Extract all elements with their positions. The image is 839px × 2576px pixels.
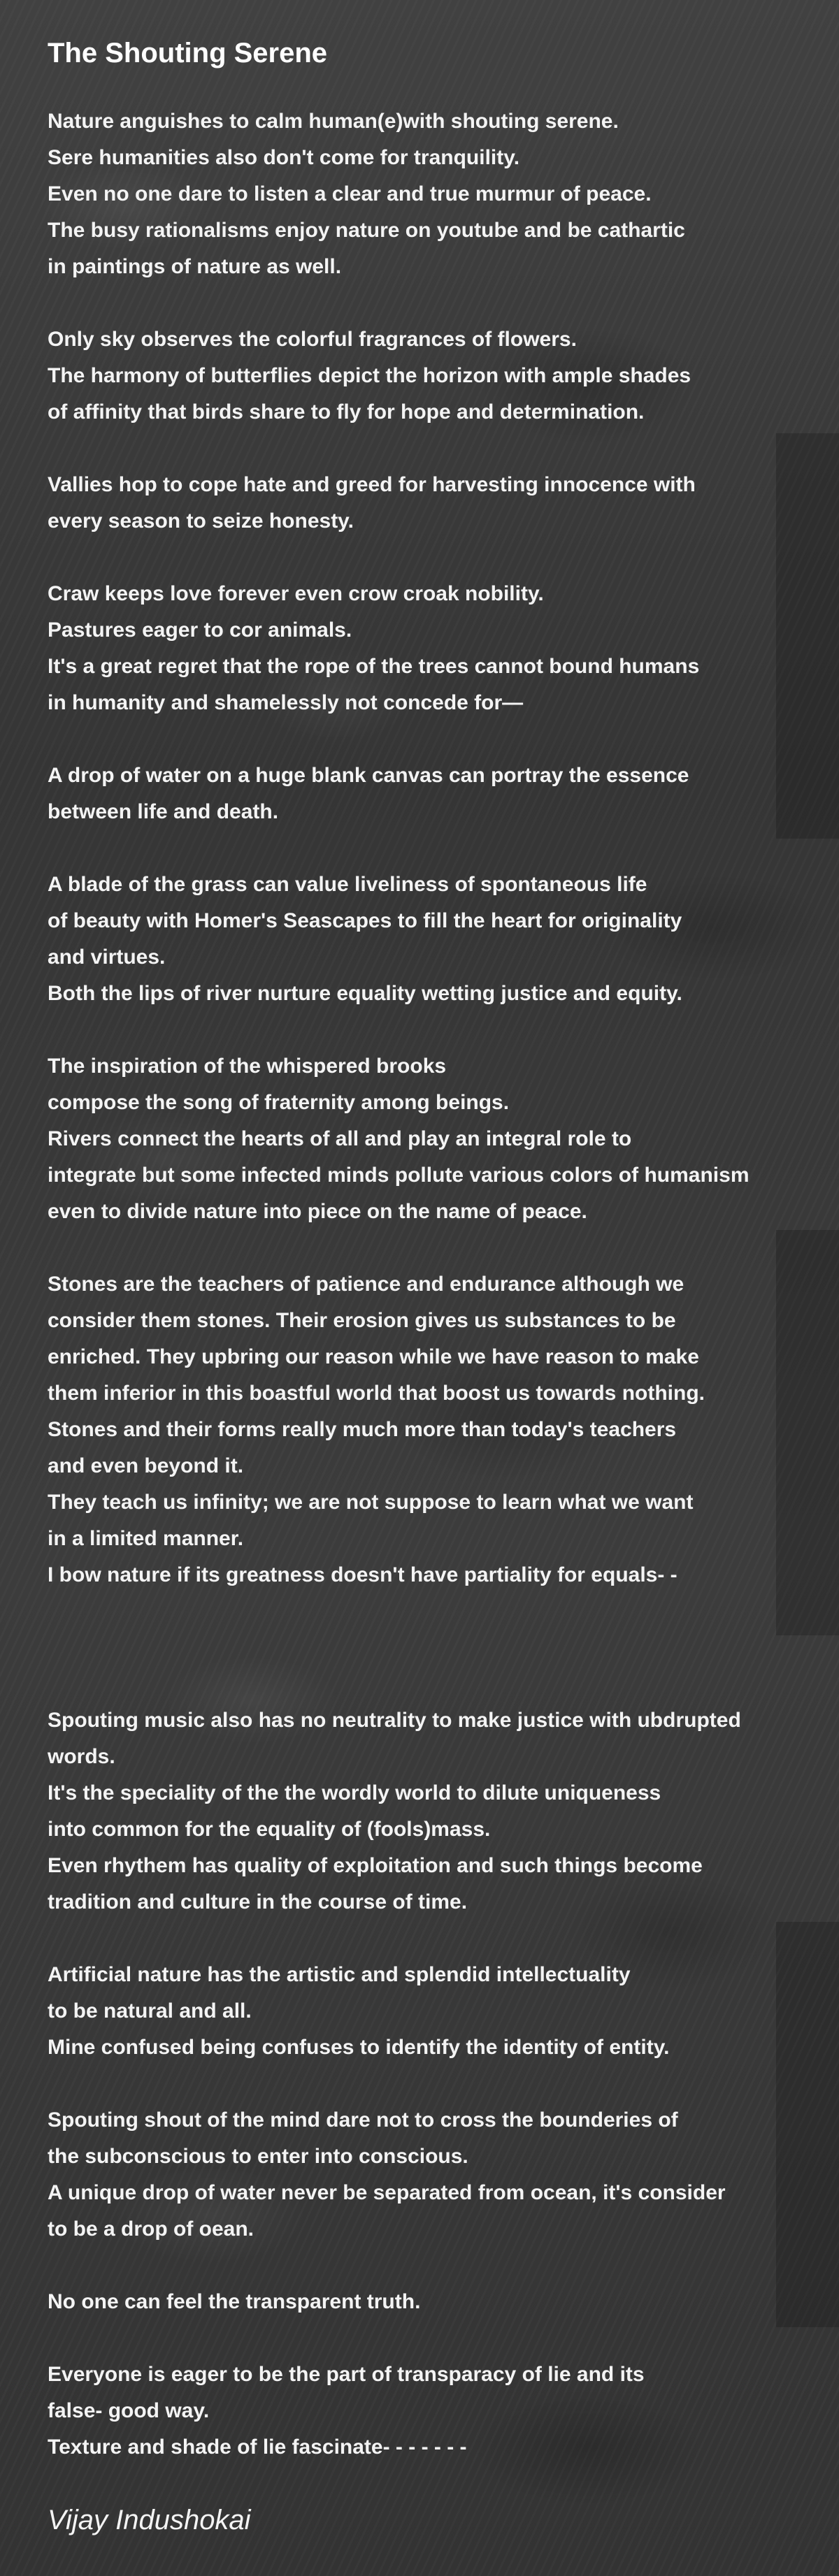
poem-line: Pastures eager to cor animals. — [48, 618, 352, 642]
poem-body — [48, 103, 824, 2502]
poem-line: and even beyond it. — [48, 1454, 244, 1477]
poem-line: to be a drop of oean. — [48, 2217, 254, 2241]
poem-line: of affinity that birds share to fly for hope and determination. — [48, 400, 645, 424]
poem-author[interactable]: Vijay Indushokai — [48, 2505, 251, 2535]
poem-line: Rivers connect the hearts of all and play an integral role to — [48, 1127, 632, 1150]
poem-line: No one can feel the transparent truth. — [48, 2290, 421, 2313]
stanza — [48, 1048, 824, 1230]
poem-line: compose the song of fraternity among beings. — [48, 1091, 510, 1114]
poem-line: Sere humanities also don't come for tranquility. — [48, 146, 520, 169]
stanza — [48, 576, 824, 721]
poem-line: and virtues. — [48, 946, 166, 969]
poem-line: Both the lips of river nurture equality wetting justice and equity. — [48, 982, 682, 1005]
poem-line: I bow nature if its greatness doesn't have partiality for equals- - — [48, 1563, 677, 1586]
poem-line: Craw keeps love forever even crow croak nobility. — [48, 582, 544, 605]
poem-line: Stones are the teachers of patience and endurance although we — [48, 1273, 684, 1296]
stanza — [48, 1266, 824, 1593]
poem-line: A unique drop of water never be separated from ocean, it's consider — [48, 2181, 726, 2204]
poem-line: between life and death. — [48, 800, 279, 823]
poem-line: The harmony of butterflies depict the horizon with ample shades — [48, 364, 691, 387]
poem-line: consider them stones. Their erosion gives us substances to be — [48, 1309, 676, 1332]
poem-line: Even no one dare to listen a clear and true murmur of peace. — [48, 182, 652, 205]
stanza — [48, 1702, 824, 1920]
poem-line: It's a great regret that the rope of the trees cannot bound humans — [48, 655, 700, 678]
poem-line: in humanity and shamelessly not concede for— — [48, 691, 524, 714]
poem-line: Stones and their forms really much more than today's teachers — [48, 1418, 677, 1441]
poem-line: into common for the equality of (fools)mass. — [48, 1818, 491, 1841]
poem-line: It's the speciality of the the wordly world to dilute uniqueness — [48, 1781, 661, 1804]
stanza — [48, 2284, 824, 2320]
poem-line: in a limited manner. — [48, 1527, 244, 1550]
poem-line: Vallies hop to cope hate and greed for harvesting innocence with — [48, 473, 696, 496]
poem-line: tradition and culture in the course of time. — [48, 1890, 468, 1913]
poem-line: every season to seize honesty. — [48, 509, 354, 533]
poem-line: Artificial nature has the artistic and splendid intellectuality — [48, 1963, 631, 1986]
poem-line: the subconscious to enter into conscious. — [48, 2145, 468, 2168]
poem-line: of beauty with Homer's Seascapes to fill the heart for originality — [48, 909, 682, 932]
poem-line: Even rhythem has quality of exploitation and such things become — [48, 1854, 703, 1877]
poem-line: Mine confused being confuses to identify the identity of entity. — [48, 2036, 670, 2059]
poem-line: The inspiration of the whispered brooks — [48, 1055, 447, 1078]
stanza — [48, 2357, 824, 2466]
poem-line: Nature anguishes to calm human(e)with shouting serene. — [48, 110, 619, 133]
poem-line: A blade of the grass can value liveliness of spontaneous life — [48, 873, 647, 896]
poem-title: The Shouting Serene — [48, 38, 328, 68]
poem-line: Spouting music also has no neutrality to make justice with ubdrupted — [48, 1709, 741, 1732]
poem-line: to be natural and all. — [48, 1999, 252, 2023]
poem-line: Only sky observes the colorful fragrances of flowers. — [48, 328, 577, 351]
stanza — [48, 2102, 824, 2248]
poem-line: Spouting shout of the mind dare not to cross the bounderies of — [48, 2108, 678, 2132]
poem-line: integrate but some infected minds pollute various colors of humanism — [48, 1164, 750, 1187]
poem-line: They teach us infinity; we are not suppose to learn what we want — [48, 1491, 694, 1514]
stanza — [48, 321, 824, 430]
poem-line: The busy rationalisms enjoy nature on youtube and be cathartic — [48, 219, 685, 242]
stanza — [48, 467, 824, 540]
stanza — [48, 103, 824, 285]
poem-line: false- good way. — [48, 2399, 210, 2422]
poem-line: even to divide nature into piece on the name of peace. — [48, 1200, 587, 1223]
stanza — [48, 758, 824, 830]
stanza — [48, 867, 824, 1012]
poem-line: Texture and shade of lie fascinate- - - - - - - — [48, 2436, 467, 2459]
poem-line: enriched. They upbring our reason while we have reason to make — [48, 1345, 699, 1368]
poem-line: A drop of water on a huge blank canvas can portray the essence — [48, 764, 689, 787]
poem-line: words. — [48, 1745, 115, 1768]
poem-line: Everyone is eager to be the part of transparacy of lie and its — [48, 2363, 645, 2386]
poem-line: them inferior in this boastful world that boost us towards nothing. — [48, 1382, 705, 1405]
stanza — [48, 1957, 824, 2066]
poem-line: in paintings of nature as well. — [48, 255, 342, 278]
